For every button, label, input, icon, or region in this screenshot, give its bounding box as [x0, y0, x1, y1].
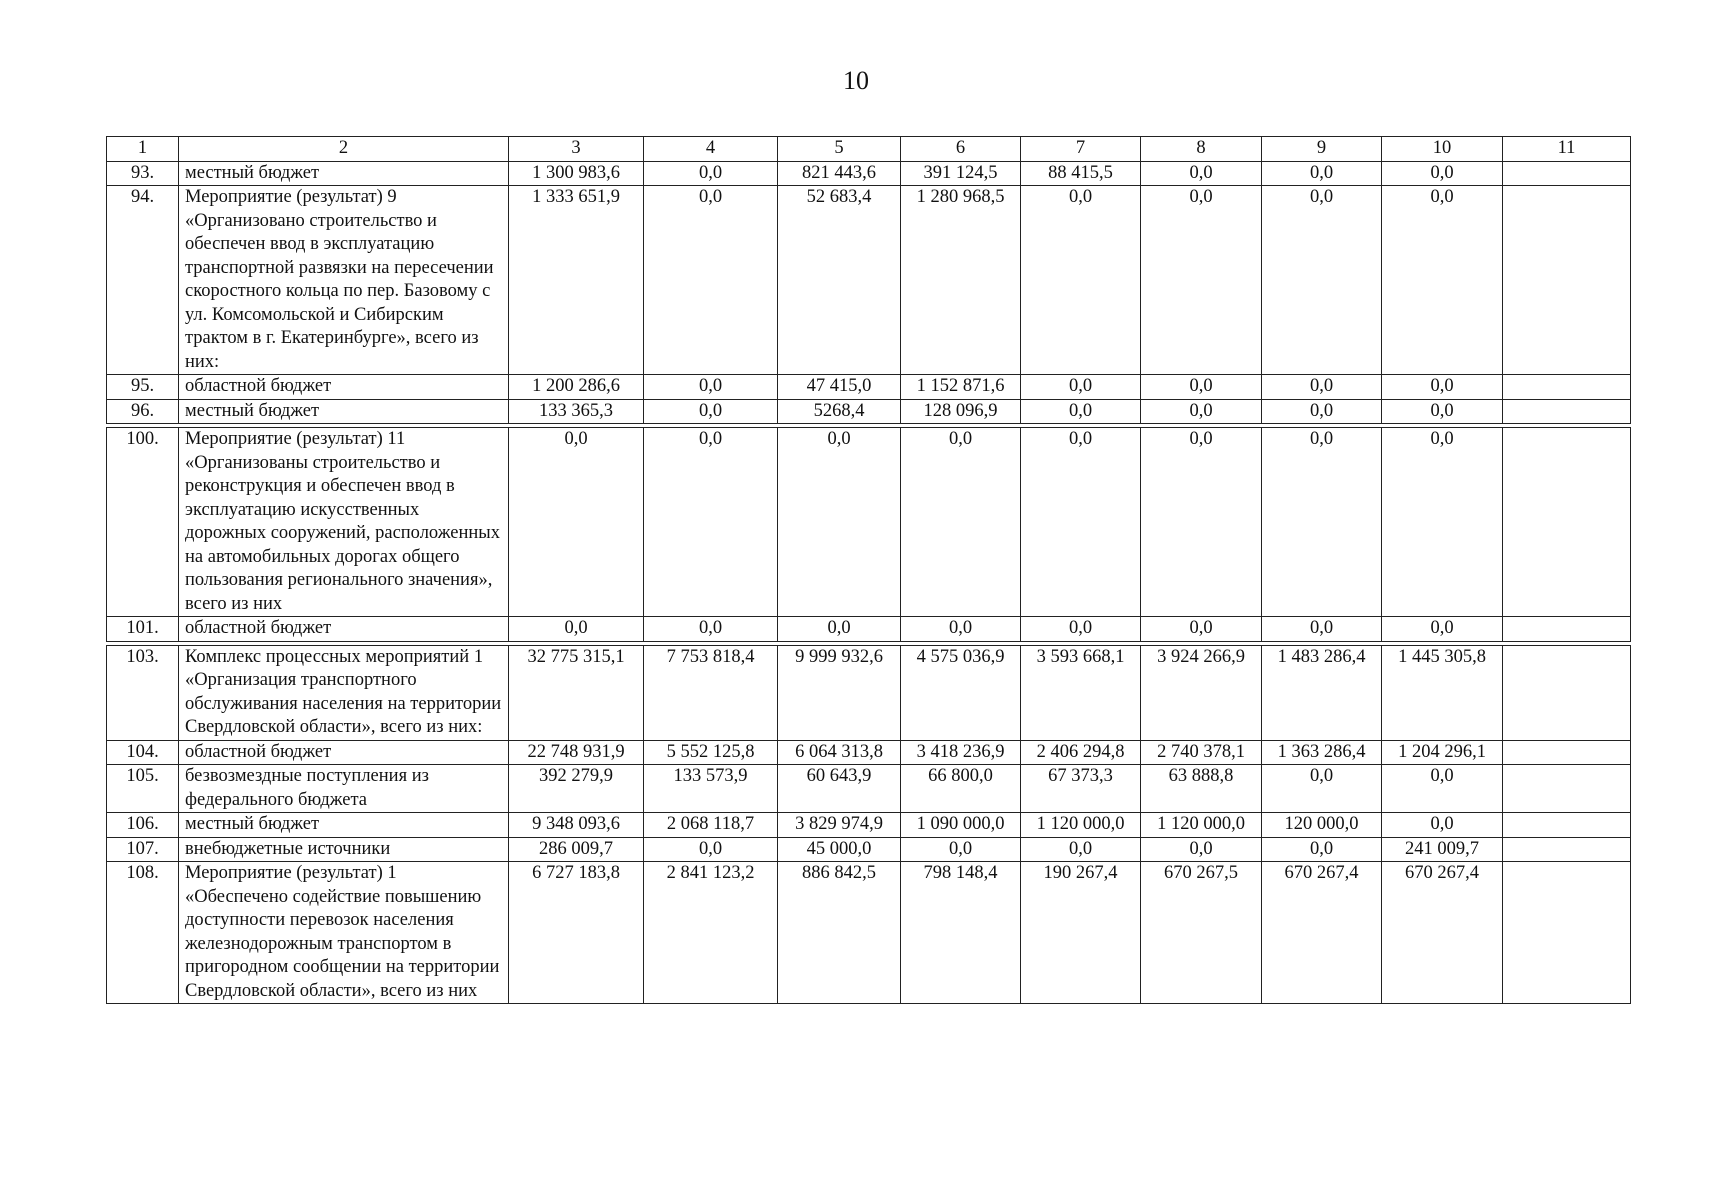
value-cell: 1 120 000,0 [1021, 813, 1141, 838]
value-cell: 0,0 [1141, 617, 1262, 642]
value-cell: 0,0 [1021, 399, 1141, 424]
value-cell: 1 363 286,4 [1262, 740, 1382, 765]
table-row [107, 399, 1631, 424]
row-number: 96. [107, 399, 179, 424]
value-cell: 0,0 [778, 617, 901, 642]
row-number: 94. [107, 186, 179, 375]
value-cell: 128 096,9 [901, 399, 1021, 424]
value-cell: 0,0 [1382, 186, 1503, 375]
value-cell: 0,0 [1262, 161, 1382, 186]
value-cell: 3 418 236,9 [901, 740, 1021, 765]
column-number: 11 [1503, 137, 1631, 162]
column-number: 7 [1021, 137, 1141, 162]
value-cell: 9 348 093,6 [509, 813, 644, 838]
value-cell: 0,0 [1262, 428, 1382, 617]
value-cell: 1 445 305,8 [1382, 645, 1503, 740]
value-cell [1503, 161, 1631, 186]
column-number: 8 [1141, 137, 1262, 162]
table-row [107, 813, 1631, 838]
row-description: местный бюджет [179, 813, 509, 838]
value-cell: 0,0 [1141, 161, 1262, 186]
value-cell: 133 365,3 [509, 399, 644, 424]
value-cell: 3 593 668,1 [1021, 645, 1141, 740]
row-number: 107. [107, 837, 179, 862]
value-cell: 5 552 125,8 [644, 740, 778, 765]
value-cell: 0,0 [1021, 186, 1141, 375]
value-cell: 798 148,4 [901, 862, 1021, 1004]
column-number-row [107, 137, 1631, 162]
value-cell: 0,0 [1141, 186, 1262, 375]
row-description: областной бюджет [179, 617, 509, 642]
table-body [107, 137, 1631, 1004]
value-cell: 0,0 [644, 186, 778, 375]
value-cell: 67 373,3 [1021, 765, 1141, 813]
value-cell: 52 683,4 [778, 186, 901, 375]
value-cell: 9 999 932,6 [778, 645, 901, 740]
table-row [107, 186, 1631, 375]
column-number: 2 [179, 137, 509, 162]
table-row [107, 740, 1631, 765]
value-cell [1503, 375, 1631, 400]
value-cell: 1 204 296,1 [1382, 740, 1503, 765]
value-cell [1503, 813, 1631, 838]
value-cell: 2 068 118,7 [644, 813, 778, 838]
row-number: 106. [107, 813, 179, 838]
value-cell: 6 727 183,8 [509, 862, 644, 1004]
value-cell [1503, 765, 1631, 813]
row-number: 108. [107, 862, 179, 1004]
value-cell: 0,0 [901, 837, 1021, 862]
value-cell: 0,0 [901, 617, 1021, 642]
value-cell [1503, 740, 1631, 765]
table-row [107, 765, 1631, 813]
row-description: Комплекс процессных мероприятий 1 «Организация транспортного обслуживания населения на территории Свердловской области», всего из них: [179, 645, 509, 740]
value-cell: 0,0 [644, 161, 778, 186]
value-cell: 821 443,6 [778, 161, 901, 186]
value-cell: 0,0 [1382, 399, 1503, 424]
row-description: внебюджетные источники [179, 837, 509, 862]
value-cell [1503, 862, 1631, 1004]
column-number: 10 [1382, 137, 1503, 162]
value-cell: 0,0 [1141, 837, 1262, 862]
value-cell: 0,0 [1262, 617, 1382, 642]
row-description: областной бюджет [179, 740, 509, 765]
row-description: Мероприятие (результат) 9 «Организовано строительство и обеспечен ввод в эксплуатацию транспортной развязки на пересечении скоростного кольца по пер. Базовому с ул. Комсомольской и Сибирским трактом в г. Екатеринбурге», всего из них: [179, 186, 509, 375]
value-cell: 0,0 [1382, 813, 1503, 838]
row-number: 104. [107, 740, 179, 765]
column-number: 5 [778, 137, 901, 162]
value-cell: 7 753 818,4 [644, 645, 778, 740]
value-cell: 32 775 315,1 [509, 645, 644, 740]
value-cell [1503, 399, 1631, 424]
value-cell [1503, 617, 1631, 642]
row-number: 93. [107, 161, 179, 186]
table-row [107, 428, 1631, 617]
value-cell: 886 842,5 [778, 862, 901, 1004]
table-row [107, 375, 1631, 400]
value-cell: 0,0 [1262, 399, 1382, 424]
value-cell: 0,0 [1262, 375, 1382, 400]
value-cell: 0,0 [644, 428, 778, 617]
value-cell: 1 200 286,6 [509, 375, 644, 400]
column-number: 1 [107, 137, 179, 162]
value-cell: 120 000,0 [1262, 813, 1382, 838]
value-cell: 392 279,9 [509, 765, 644, 813]
value-cell: 3 829 974,9 [778, 813, 901, 838]
value-cell: 1 120 000,0 [1141, 813, 1262, 838]
row-description: местный бюджет [179, 161, 509, 186]
value-cell: 3 924 266,9 [1141, 645, 1262, 740]
value-cell [1503, 428, 1631, 617]
row-number: 95. [107, 375, 179, 400]
column-number: 4 [644, 137, 778, 162]
value-cell: 5268,4 [778, 399, 901, 424]
row-number: 100. [107, 428, 179, 617]
value-cell: 0,0 [1382, 428, 1503, 617]
table-row [107, 617, 1631, 642]
value-cell: 0,0 [1021, 617, 1141, 642]
value-cell [1503, 186, 1631, 375]
value-cell: 670 267,4 [1262, 862, 1382, 1004]
value-cell: 60 643,9 [778, 765, 901, 813]
value-cell: 286 009,7 [509, 837, 644, 862]
value-cell: 0,0 [1382, 375, 1503, 400]
value-cell: 0,0 [1262, 837, 1382, 862]
value-cell: 0,0 [509, 617, 644, 642]
value-cell: 0,0 [644, 399, 778, 424]
value-cell: 0,0 [1021, 837, 1141, 862]
value-cell: 0,0 [644, 837, 778, 862]
value-cell: 0,0 [1382, 617, 1503, 642]
value-cell: 47 415,0 [778, 375, 901, 400]
value-cell: 0,0 [1141, 375, 1262, 400]
value-cell: 88 415,5 [1021, 161, 1141, 186]
value-cell: 0,0 [644, 617, 778, 642]
value-cell: 0,0 [1141, 399, 1262, 424]
value-cell: 1 152 871,6 [901, 375, 1021, 400]
column-number: 9 [1262, 137, 1382, 162]
row-description: областной бюджет [179, 375, 509, 400]
column-number: 3 [509, 137, 644, 162]
value-cell: 1 300 983,6 [509, 161, 644, 186]
value-cell: 0,0 [1021, 428, 1141, 617]
row-number: 103. [107, 645, 179, 740]
value-cell: 1 090 000,0 [901, 813, 1021, 838]
value-cell: 0,0 [1141, 428, 1262, 617]
value-cell: 1 483 286,4 [1262, 645, 1382, 740]
row-number: 105. [107, 765, 179, 813]
value-cell [1503, 645, 1631, 740]
value-cell: 0,0 [1262, 765, 1382, 813]
value-cell: 0,0 [644, 375, 778, 400]
budget-table [106, 136, 1631, 1004]
value-cell: 0,0 [509, 428, 644, 617]
value-cell: 1 333 651,9 [509, 186, 644, 375]
row-number: 101. [107, 617, 179, 642]
value-cell: 391 124,5 [901, 161, 1021, 186]
value-cell [1503, 837, 1631, 862]
value-cell: 190 267,4 [1021, 862, 1141, 1004]
value-cell: 133 573,9 [644, 765, 778, 813]
value-cell: 0,0 [901, 428, 1021, 617]
value-cell: 6 064 313,8 [778, 740, 901, 765]
value-cell: 0,0 [1262, 186, 1382, 375]
table-row [107, 161, 1631, 186]
value-cell: 4 575 036,9 [901, 645, 1021, 740]
table-row [107, 645, 1631, 740]
value-cell: 66 800,0 [901, 765, 1021, 813]
value-cell: 2 740 378,1 [1141, 740, 1262, 765]
value-cell: 0,0 [1021, 375, 1141, 400]
value-cell: 670 267,4 [1382, 862, 1503, 1004]
value-cell: 241 009,7 [1382, 837, 1503, 862]
value-cell: 2 406 294,8 [1021, 740, 1141, 765]
value-cell: 63 888,8 [1141, 765, 1262, 813]
page-number: 10 [843, 66, 869, 95]
value-cell: 0,0 [1382, 765, 1503, 813]
row-description: местный бюджет [179, 399, 509, 424]
value-cell: 2 841 123,2 [644, 862, 778, 1004]
table-row [107, 862, 1631, 1004]
value-cell: 45 000,0 [778, 837, 901, 862]
table-row [107, 837, 1631, 862]
row-description: Мероприятие (результат) 11 «Организованы строительство и реконструкция и обеспечен ввод в эксплуатацию искусственных дорожных сооружений, расположенных на автомобильных дорогах общего пользования регионального значения», всего из них [179, 428, 509, 617]
value-cell: 670 267,5 [1141, 862, 1262, 1004]
value-cell: 0,0 [778, 428, 901, 617]
value-cell: 22 748 931,9 [509, 740, 644, 765]
row-description: безвозмездные поступления из федерального бюджета [179, 765, 509, 813]
value-cell: 1 280 968,5 [901, 186, 1021, 375]
column-number: 6 [901, 137, 1021, 162]
row-description: Мероприятие (результат) 1 «Обеспечено содействие повышению доступности перевозок населения железнодорожным транспортом в пригородном сообщении на территории Свердловской области», всего из них [179, 862, 509, 1004]
value-cell: 0,0 [1382, 161, 1503, 186]
